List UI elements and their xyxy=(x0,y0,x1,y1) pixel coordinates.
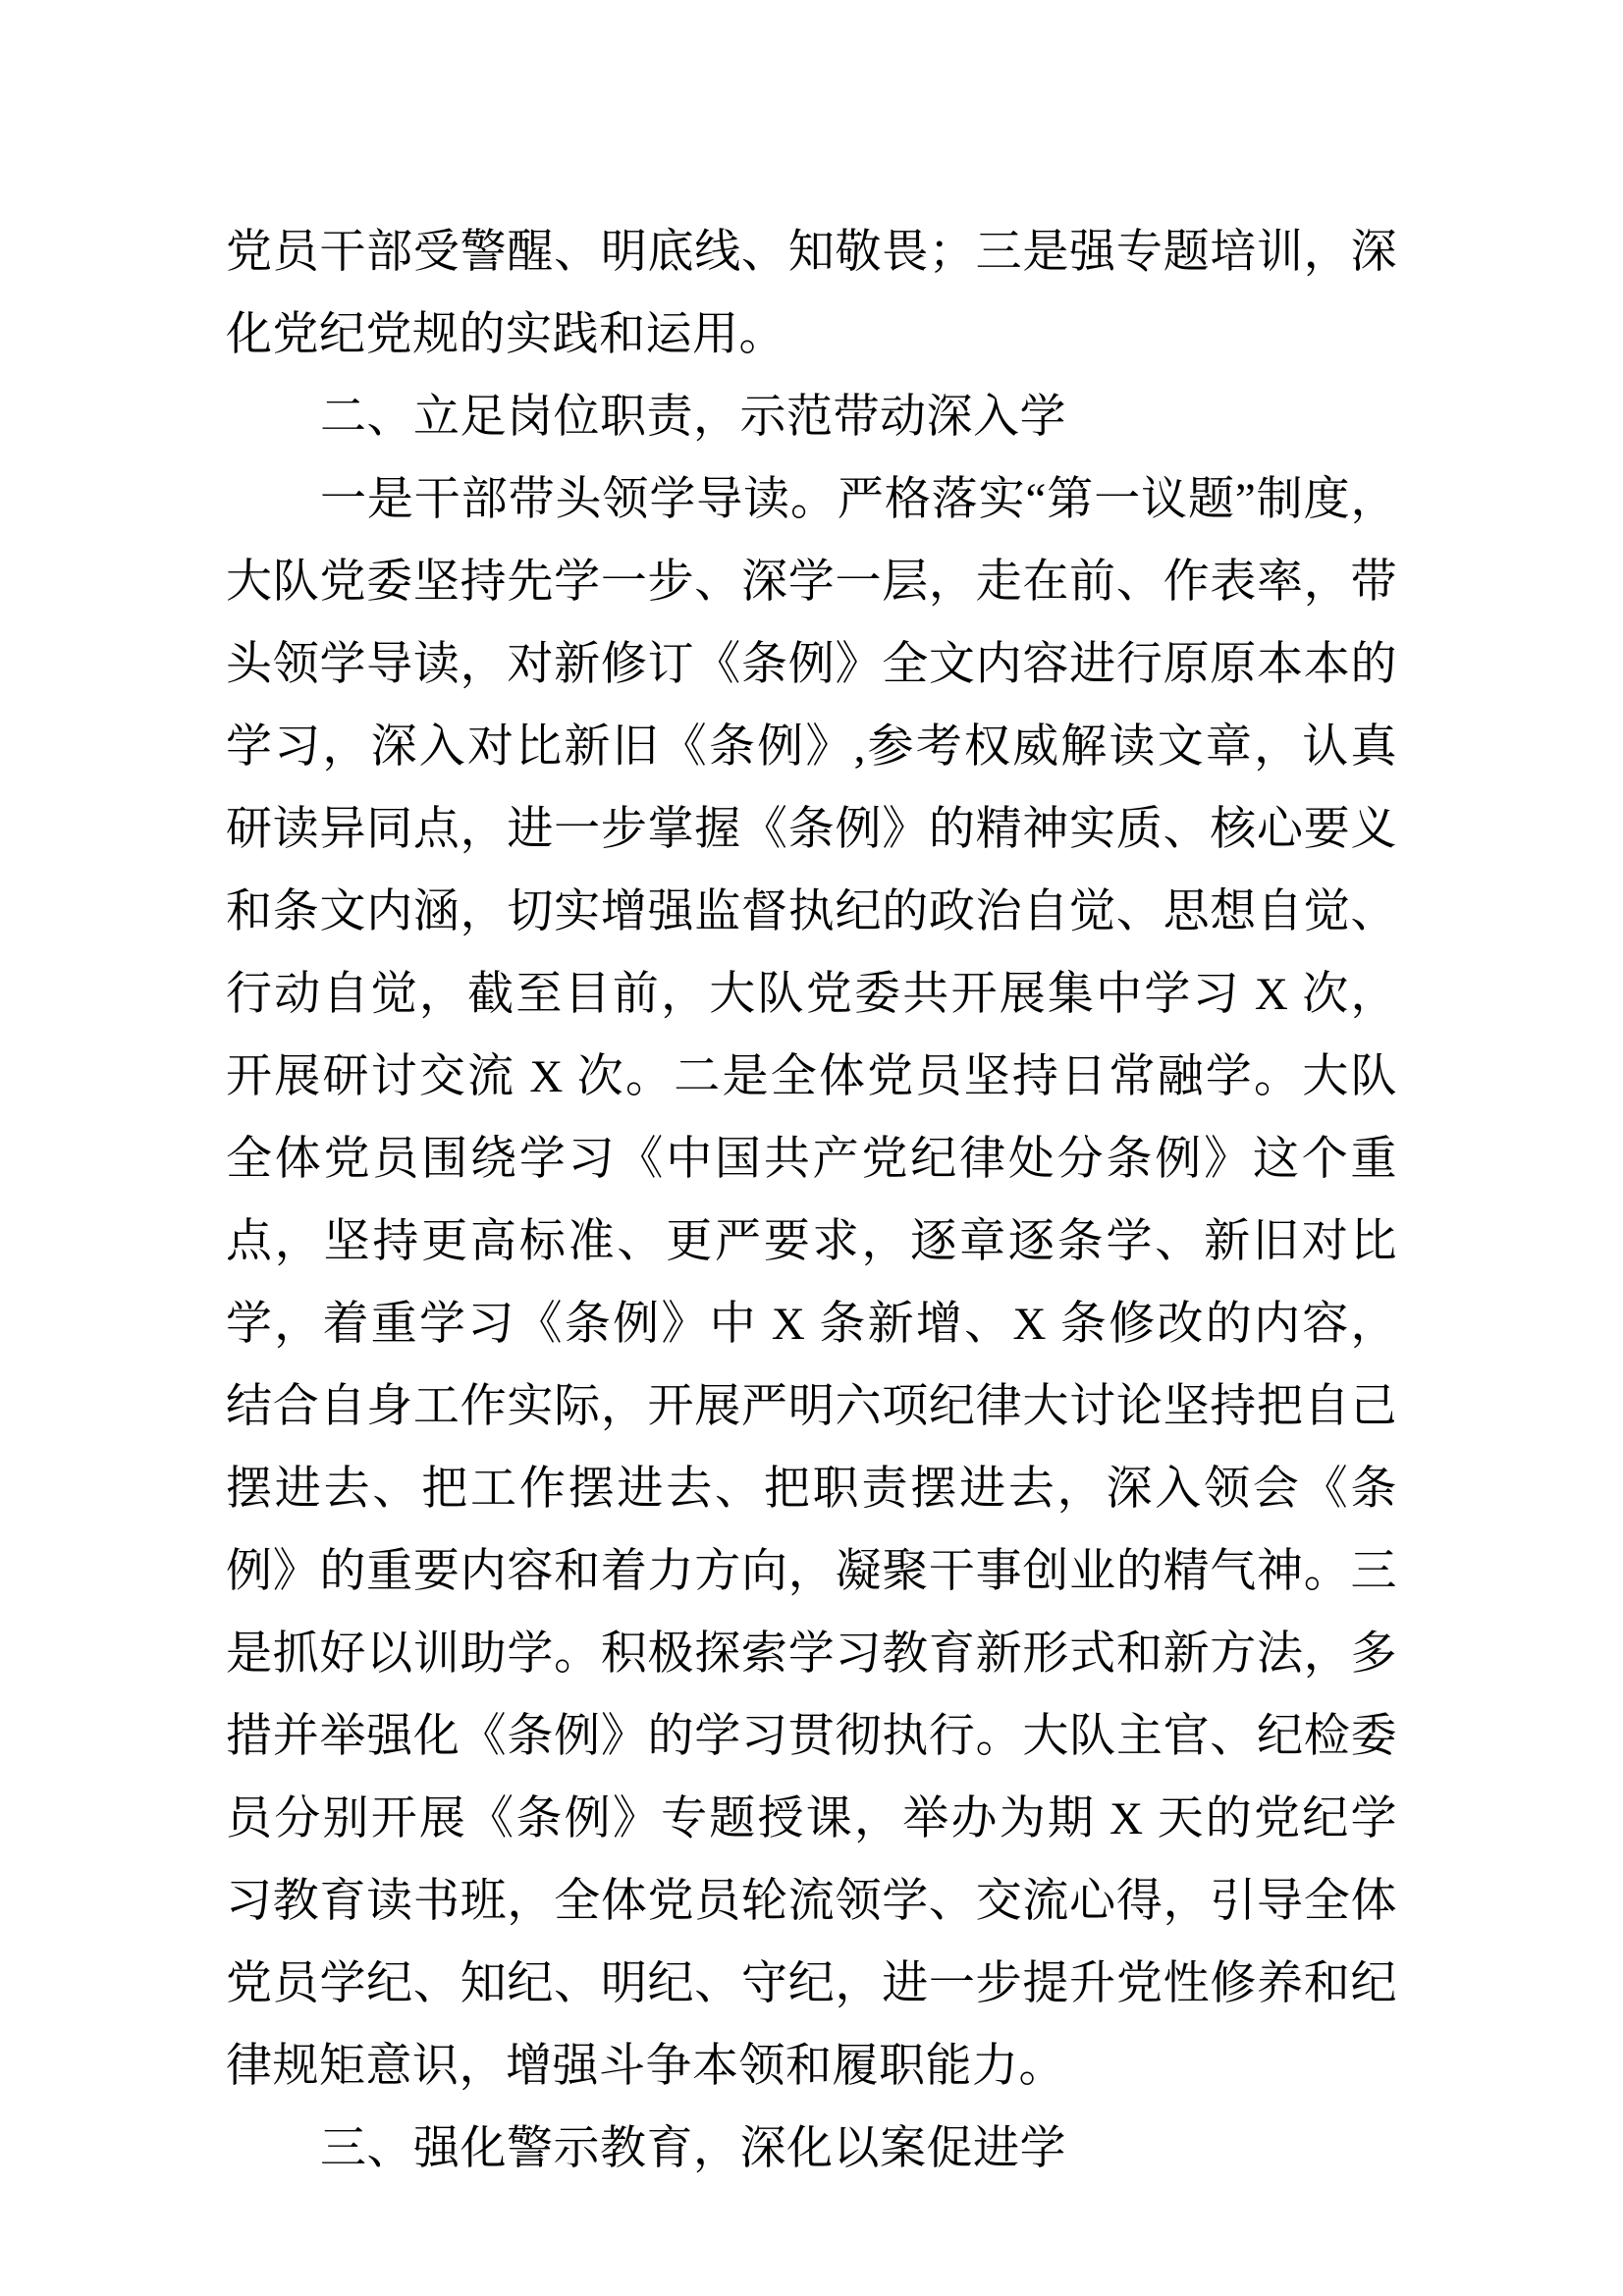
paragraph-section-two-body: 一是干部带头领学导读。严格落实“第一议题”制度，大队党委坚持先学一步、深学一层，走在前、作表率，带头领学导读，对新修订《条例》全文内容进行原原本本的学习，深入对比新旧《条例》,参考权威解读文章，认真研读异同点，进一步掌握《条例》的精神实质、核心要义和条文内涵，切实增强监督执纪的政治自觉、思想自觉、行动自觉，截至目前，大队党委共开展集中学习 X 次，开展研讨交流 X 次。二是全体党员坚持日常融学。大队全体党员围绕学习《中国共产党纪律处分条例》这个重点，坚持更高标准、更严要求，逐章逐条学、新旧对比学，着重学习《条例》中 X 条新增、X 条修改的内容，结合自身工作实际，开展严明六项纪律大讨论坚持把自己摆进去、把工作摆进去、把职责摆进去，深入领会《条例》的重要内容和着力方向，凝聚干事创业的精气神。三是抓好以训助学。积极探索学习教育新形式和新方法，多措并举强化《条例》的学习贯彻执行。大队主官、纪检委员分别开展《条例》专题授课，举办为期 X 天的党纪学习教育读书班，全体党员轮流领学、交流心得，引导全体党员学纪、知纪、明纪、守纪，进一步提升党性修养和纪律规矩意识，增强斗争本领和履职能力。 xyxy=(226,474,1397,2092)
section-heading-three: 三、强化警示教育，深化以案促进学 xyxy=(320,2123,1066,2174)
paragraph-continuation: 党员干部受警醒、明底线、知敬畏；三是强专题培训，深化党纪党规的实践和运用。 xyxy=(226,227,1397,360)
document-body xyxy=(226,211,1397,2190)
section-heading-two: 二、立足岗位职责，示范带动深入学 xyxy=(320,392,1066,443)
